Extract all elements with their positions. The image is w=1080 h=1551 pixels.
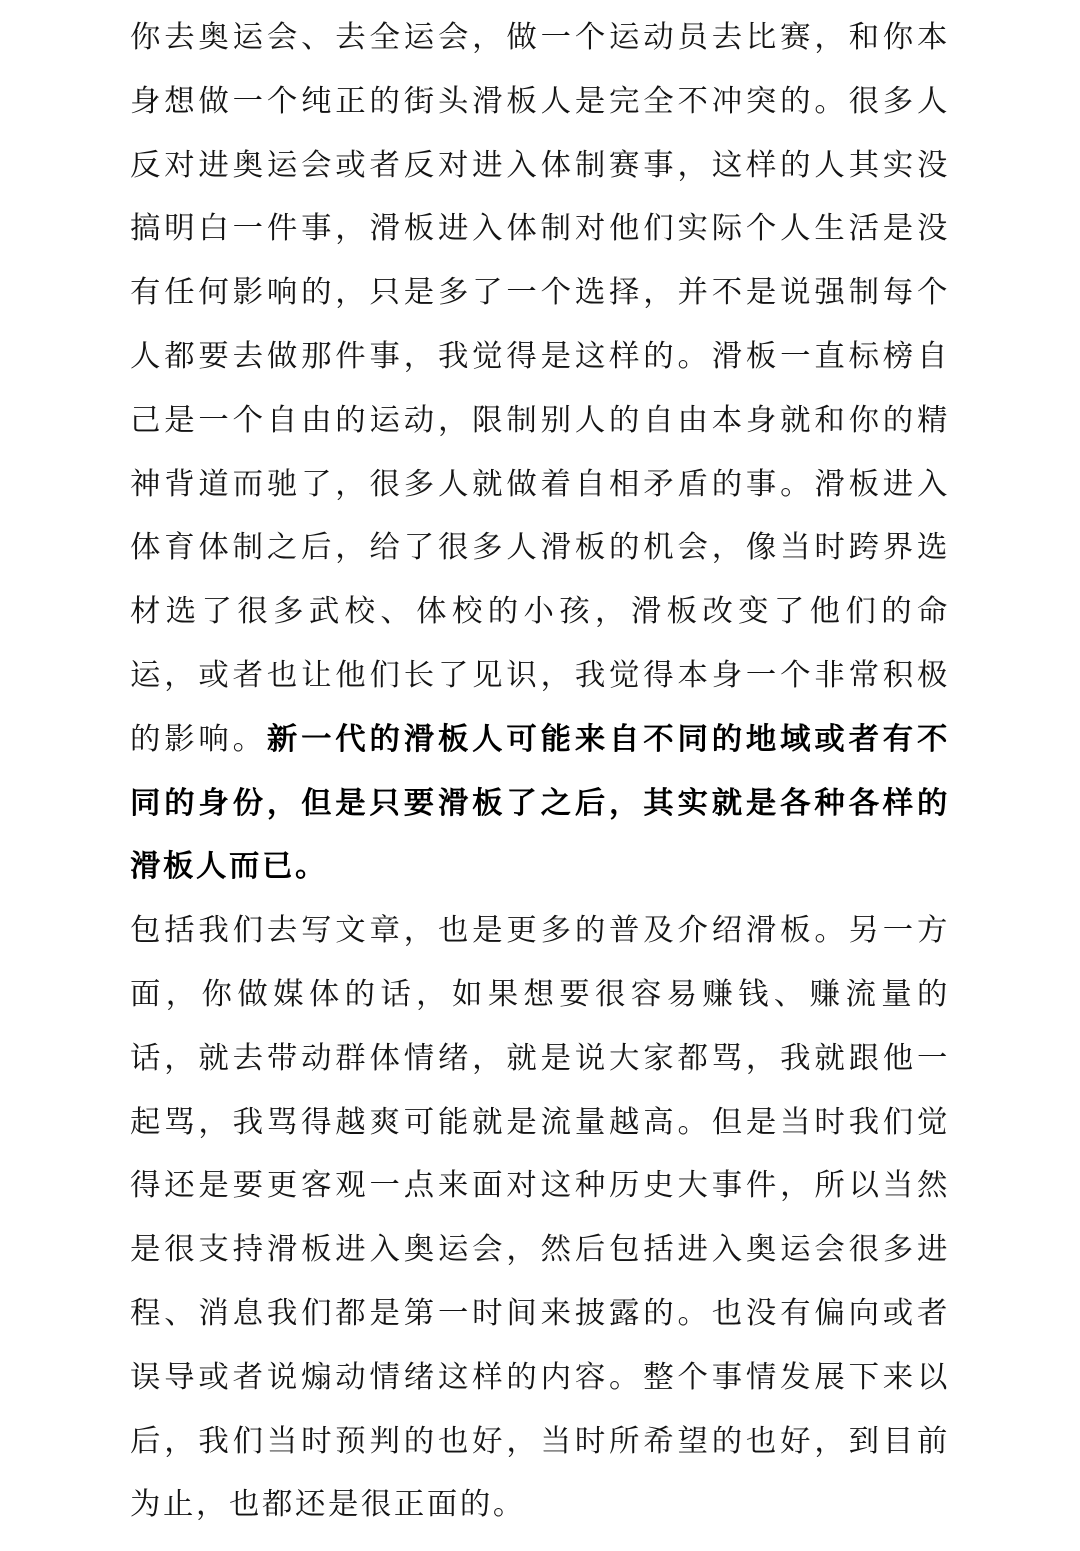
paragraph-2: 包括我们去写文章，也是更多的普及介绍滑板。另一方面，你做媒体的话，如果想要很容易赚钱、赚流量的话，就去带动群体情绪，就是说大家都骂，我就跟他一起骂，我骂得越爽可能就是流量越高。但是当时我们觉得还是要更客观一点来面对这种历史大事件，所以当然是很支持滑板进入奥运会，然后包括进入奥运会很多进程、消息我们都是第一时间来披露的。也没有偏向或者误导或者说煽动情绪这样的内容。整个事情发展下来以后，我们当时预判的也好，当时所希望的也好，到目前为止，也都还是很正面的。 [130, 913, 950, 1523]
paragraph-1-regular-text: 你去奥运会、去全运会，做一个运动员去比赛，和你本身想做一个纯正的街头滑板人是完全不冲突的。很多人反对进奥运会或者反对进入体制赛事，这样的人其实没搞明白一件事，滑板进入体制对他们实际个人生活是没有任何影响的，只是多了一个选择，并不是说强制每个人都要去做那件事，我觉得是这样的。滑板一直标榜自己是一个自由的运动，限制别人的自由本身就和你的精神背道而驰了，很多人就做着自相矛盾的事。滑板进入体育体制之后，给了很多人滑板的机会，像当时跨界选材选了很多武校、体校的小孩，滑板改变了他们的命运，或者也让他们长了见识，我觉得本身一个非常积极的影响。 [130, 20, 950, 757]
paragraph-1-bold-text: 新一代的滑板人可能来自不同的地域或者有不同的身份，但是只要滑板了之后，其实就是各种各样的滑板人而已。 [130, 721, 950, 885]
paragraph-1 [130, 6, 950, 899]
article-body [130, 6, 950, 1537]
